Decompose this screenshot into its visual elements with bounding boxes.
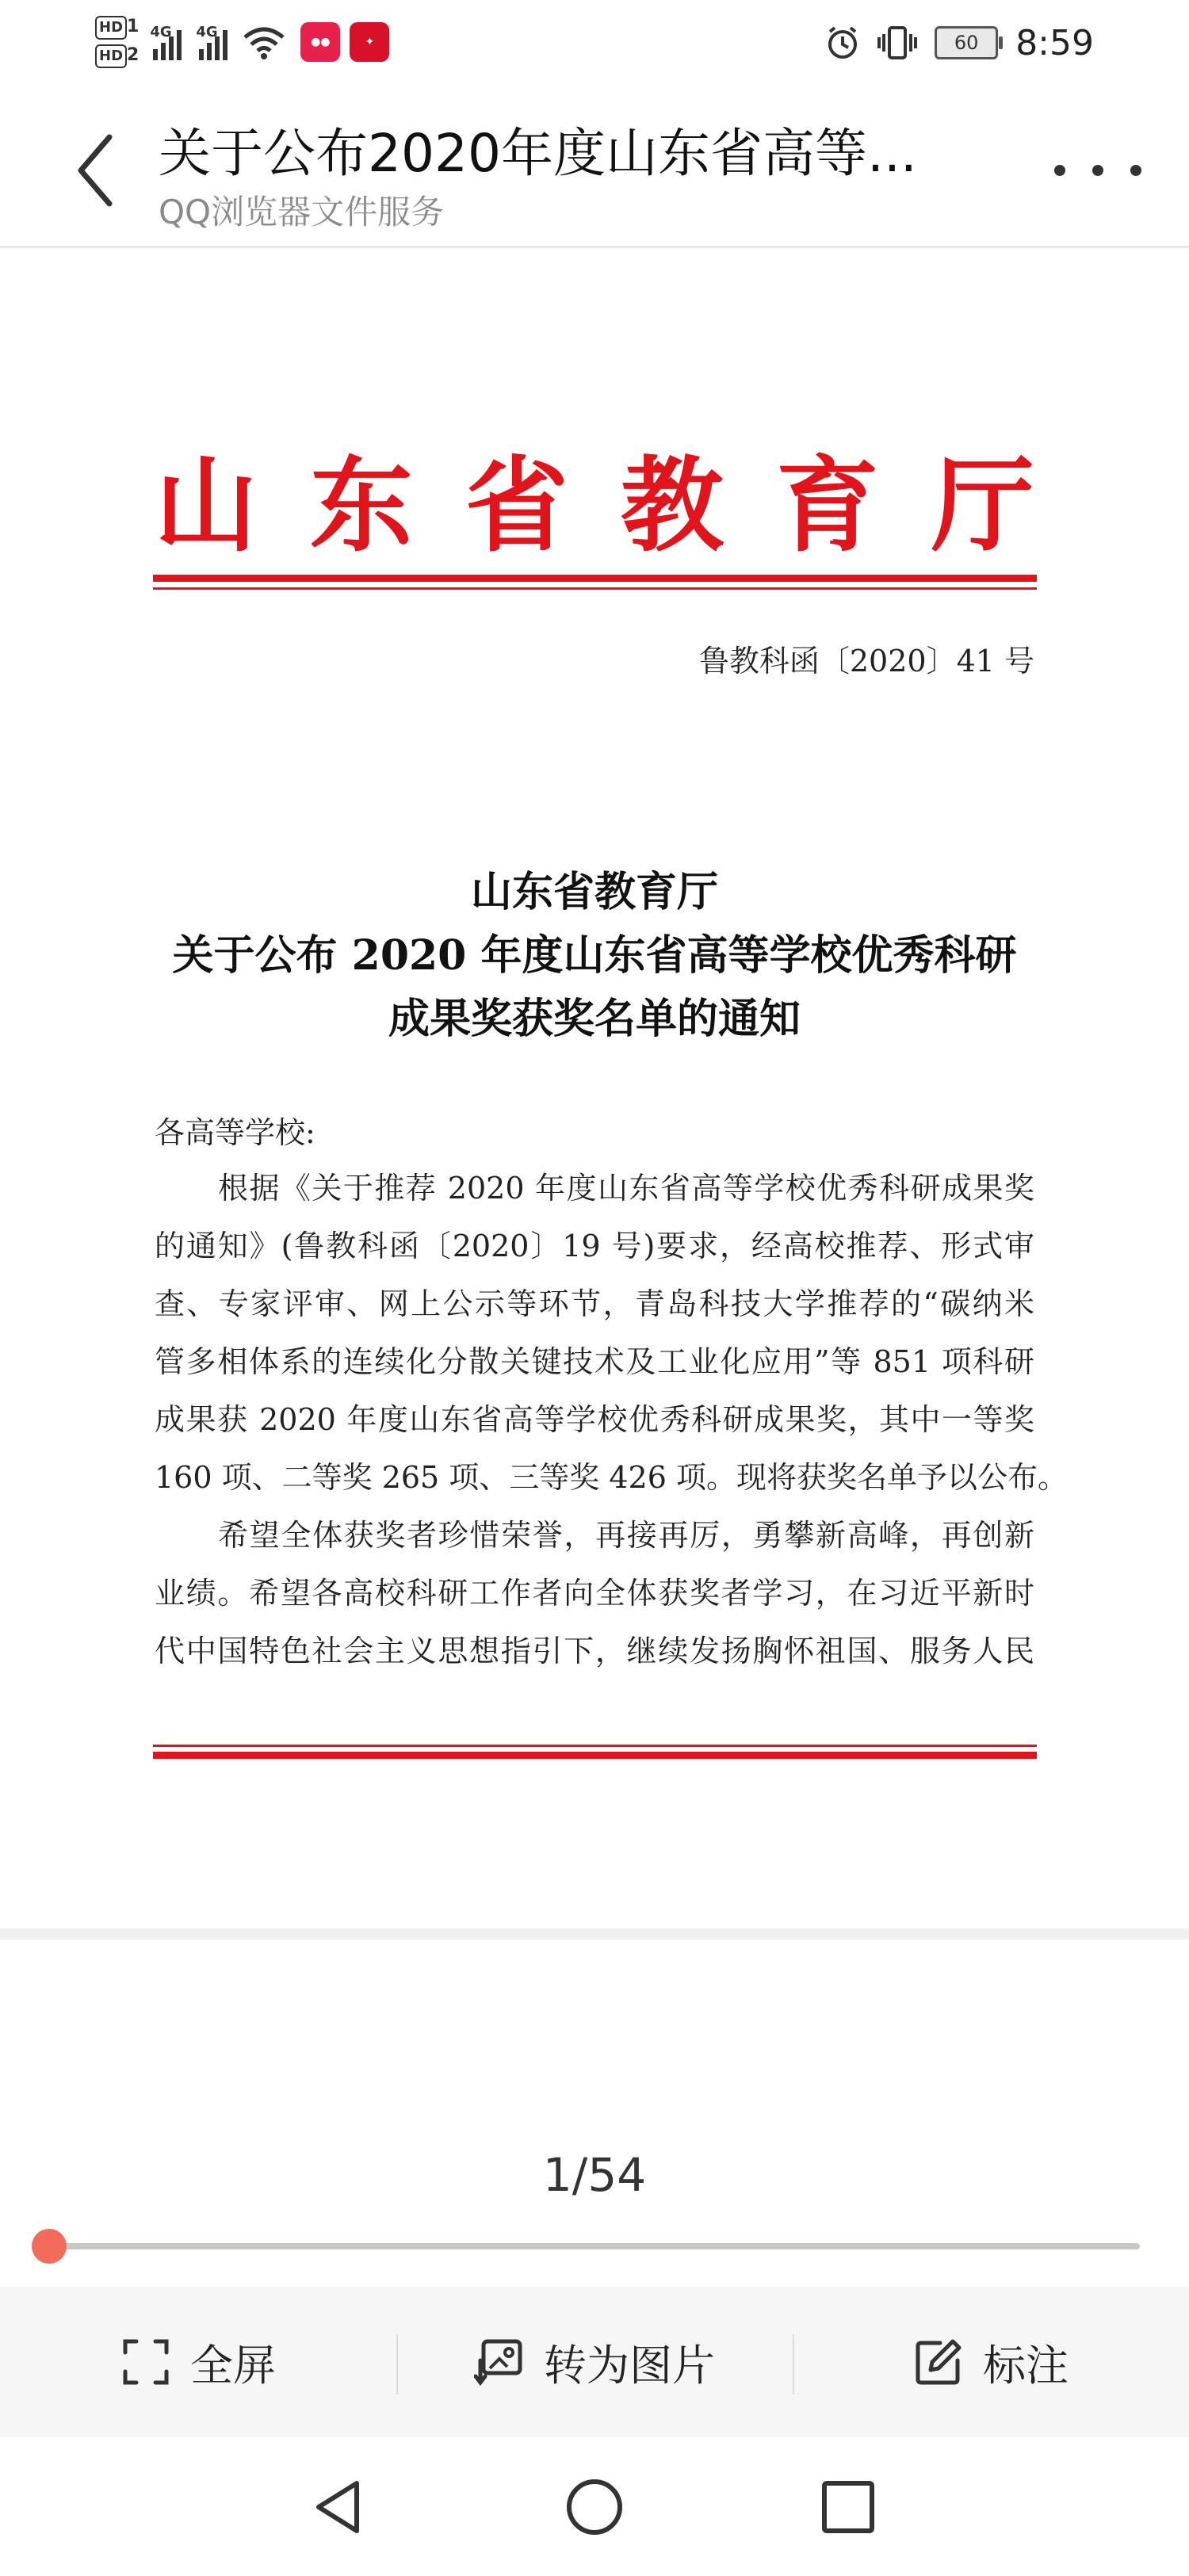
masthead-char: 育 xyxy=(775,445,879,566)
document-title-line: 关于公布 2020 年度山东省高等学校优秀科研 xyxy=(172,931,1017,980)
page-indicator: 1/54 xyxy=(542,2148,647,2202)
status-left xyxy=(95,14,399,70)
battery-icon: 60 xyxy=(935,26,998,59)
body-line: 根据《关于推荐 2020 年度山东省高等学校优秀科研成果奖 xyxy=(218,1171,1034,1206)
document-number: 鲁教科函〔2020〕41 号 xyxy=(698,644,1034,678)
vibrate-icon xyxy=(877,23,917,63)
masthead-char: 东 xyxy=(309,445,413,566)
masthead-char: 省 xyxy=(465,445,568,566)
fullscreen-button[interactable] xyxy=(0,2287,396,2437)
page-separator xyxy=(0,1928,1189,1940)
page-slider-track[interactable] xyxy=(49,2243,1140,2249)
app-notification-icon-2: ✦ xyxy=(350,22,389,62)
alarm-icon xyxy=(825,25,860,60)
image-convert-icon xyxy=(474,2337,525,2387)
system-navigation-bar xyxy=(0,2437,1189,2576)
masthead-char: 山 xyxy=(155,445,258,566)
body-line: 160 项、二等奖 265 项、三等奖 426 项。现将获奖名单予以公布。 xyxy=(155,1460,1068,1495)
body-line: 管多相体系的连续化分散关键技术及工业化应用”等 851 项科研 xyxy=(155,1344,1034,1379)
fullscreen-label: 全屏 xyxy=(190,2340,276,2391)
edit-pencil-icon xyxy=(913,2337,964,2387)
masthead-red-rule-thin xyxy=(153,587,1037,590)
masthead-char: 厅 xyxy=(931,445,1034,566)
hd-indicators xyxy=(95,16,139,68)
app-header xyxy=(0,87,1189,248)
footer-red-rule-thin xyxy=(153,1745,1037,1747)
body-line: 代中国特色社会主义思想指引下，继续发扬胸怀祖国、服务人民 xyxy=(155,1634,1034,1668)
hd-indicator-1: HD 1 xyxy=(95,16,139,40)
back-arrow-icon[interactable] xyxy=(63,123,127,218)
document-title-line: 成果奖获奖名单的通知 xyxy=(388,995,801,1043)
body-line: 的通知》(鲁教科函〔2020〕19 号)要求，经高校推荐、形式审 xyxy=(155,1229,1034,1263)
status-bar xyxy=(0,0,1189,87)
signal-2-icon: 4G xyxy=(196,24,227,60)
convert-to-image-label: 转为图片 xyxy=(544,2340,715,2391)
body-line: 希望全体获奖者珍惜荣誉，再接再厉，勇攀新高峰，再创新 xyxy=(218,1518,1034,1553)
page-subtitle: QQ浏览器文件服务 xyxy=(159,193,445,231)
masthead-char: 教 xyxy=(620,445,724,566)
fullscreen-icon xyxy=(120,2337,171,2387)
status-right xyxy=(825,21,1094,65)
page-title: 关于公布2020年度山东省高等... xyxy=(159,123,917,184)
hd-indicator-2: HD 2 xyxy=(95,44,139,68)
document-title-line: 山东省教育厅 xyxy=(470,868,718,916)
nav-recent-apps-icon[interactable] xyxy=(816,2475,880,2539)
annotate-label: 标注 xyxy=(983,2340,1069,2391)
nav-back-icon[interactable] xyxy=(308,2475,371,2539)
body-line: 成果获 2020 年度山东省高等学校优秀科研成果奖，其中一等奖 xyxy=(155,1402,1034,1437)
bottom-toolbar xyxy=(0,2287,1189,2437)
page-slider-thumb[interactable] xyxy=(32,2229,67,2264)
app-notification-icon: ●● xyxy=(300,22,340,62)
wifi-icon xyxy=(242,25,286,59)
annotate-button[interactable] xyxy=(793,2287,1189,2437)
more-options-icon[interactable] xyxy=(1054,151,1141,190)
convert-to-image-button[interactable] xyxy=(396,2287,793,2437)
document-page[interactable] xyxy=(0,248,1189,1928)
signal-1-icon: 4G xyxy=(150,24,182,60)
clock: 8:59 xyxy=(1015,22,1094,63)
document-salutation: 各高等学校: xyxy=(155,1115,315,1150)
nav-home-icon[interactable] xyxy=(563,2475,626,2539)
body-line: 业绩。希望各高校科研工作者向全体获奖者学习，在习近平新时 xyxy=(155,1576,1034,1611)
masthead-red-rule xyxy=(153,575,1037,582)
document-masthead xyxy=(155,446,1034,565)
body-line: 查、专家评审、网上公示等环节，青岛科技大学推荐的“碳纳米 xyxy=(155,1286,1034,1321)
footer-red-rule xyxy=(153,1752,1037,1759)
